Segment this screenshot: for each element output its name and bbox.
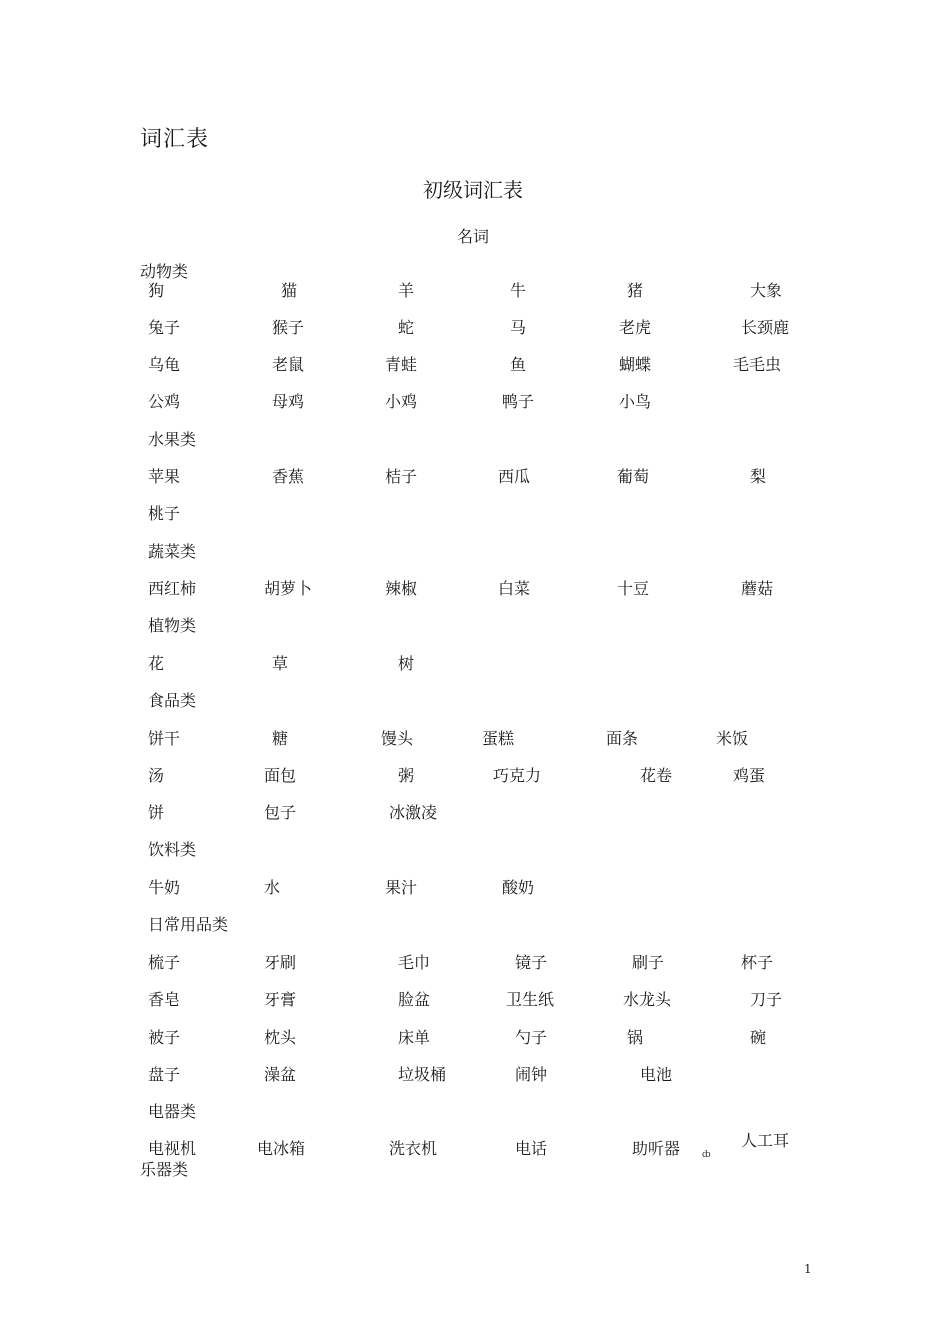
word-cell: 长颈鹿 [741,318,790,337]
word-cell: 葡萄 [617,467,650,486]
word-cell: 汤 [148,766,165,785]
word-cell: 十豆 [617,579,650,598]
word-cell: 胡萝卜 [264,579,313,598]
word-cell: 澡盆 [264,1065,297,1084]
word-cell: 西红柿 [148,579,197,598]
word-cell: 母鸡 [272,392,305,411]
word-cell: 电视机 [148,1139,197,1158]
word-cell: 糖 [272,729,289,748]
word-cell: 牙刷 [264,953,297,972]
word-cell: 香皂 [148,990,181,1009]
word-cell: 鸭子 [502,392,535,411]
word-cell: 面条 [606,729,639,748]
word-cell: 牛 [510,281,527,300]
category-label-drinks: 饮料类 [148,840,197,859]
word-cell: 羊 [398,281,415,300]
word-cell: 水龙头 [623,990,672,1009]
word-cell: 馒头 [381,729,414,748]
word-cell: 饼干 [148,729,181,748]
stray-mark: ȸ [702,1150,711,1160]
word-cell: 酸奶 [502,878,535,897]
word-cell: 人工耳 [741,1131,790,1150]
word-cell: 白菜 [498,579,531,598]
word-cell: 青蛙 [385,355,418,374]
document-title: 词汇表 [140,127,210,152]
category-label-instruments: 乐器类 [140,1160,189,1179]
category-label-daily: 日常用品类 [148,915,229,934]
word-cell: 牛奶 [148,878,181,897]
word-cell: 蛇 [398,318,415,337]
category-label-food: 食品类 [148,691,197,710]
word-cell: 电话 [515,1139,548,1158]
subsection-title: 名词 [456,227,489,246]
word-cell: 毛巾 [398,953,431,972]
category-label-fruits: 水果类 [148,430,197,449]
category-label-plants: 植物类 [148,616,197,635]
word-cell: 苹果 [148,467,181,486]
word-cell: 盘子 [148,1065,181,1084]
word-cell: 猫 [281,281,298,300]
word-cell: 巧克力 [493,766,542,785]
word-cell: 猴子 [272,318,305,337]
word-cell: 闹钟 [515,1065,548,1084]
word-cell: 马 [510,318,527,337]
word-cell: 包子 [264,803,297,822]
word-cell: 鱼 [510,355,527,374]
word-cell: 蘑菇 [741,579,774,598]
word-cell: 卫生纸 [506,990,555,1009]
word-cell: 毛毛虫 [733,355,782,374]
word-cell: 电冰箱 [257,1139,306,1158]
word-cell: 勺子 [515,1028,548,1047]
word-cell: 小鸡 [385,392,418,411]
word-cell: 垃圾桶 [398,1065,447,1084]
word-cell: 鸡蛋 [733,766,766,785]
word-cell: 脸盆 [398,990,431,1009]
word-cell: 米饭 [716,729,749,748]
word-cell: 花卷 [640,766,673,785]
word-cell: 公鸡 [148,392,181,411]
word-cell: 辣椒 [385,579,418,598]
word-cell: 果汁 [385,878,418,897]
word-cell: 桔子 [385,467,418,486]
page-number: 1 [804,1262,812,1276]
word-cell: 被子 [148,1028,181,1047]
word-cell: 刷子 [632,953,665,972]
word-cell: 床单 [398,1028,431,1047]
word-cell: 水 [264,878,281,897]
word-cell: 香蕉 [272,467,305,486]
word-cell: 助听器 [632,1139,681,1158]
word-cell: 梳子 [148,953,181,972]
word-cell: 小鸟 [619,392,652,411]
word-cell: 杯子 [741,953,774,972]
word-cell: 草 [272,654,289,673]
section-title: 初级词汇表 [423,178,523,202]
category-label-appliances: 电器类 [148,1102,197,1121]
word-cell: 镜子 [515,953,548,972]
word-cell: 洗衣机 [389,1139,438,1158]
word-cell: 枕头 [264,1028,297,1047]
word-cell: 碗 [750,1028,767,1047]
word-cell: 兔子 [148,318,181,337]
word-cell: 大象 [750,281,783,300]
word-cell: 冰激凌 [389,803,438,822]
word-cell: 刀子 [750,990,783,1009]
word-cell: 梨 [750,467,767,486]
word-cell: 蝴蝶 [619,355,652,374]
word-cell: 狗 [148,281,165,300]
word-cell: 粥 [398,766,415,785]
word-cell: 蛋糕 [482,729,515,748]
word-cell: 老虎 [619,318,652,337]
category-label-animals: 动物类 [140,262,189,281]
word-cell: 花 [148,654,165,673]
word-cell: 锅 [627,1028,644,1047]
word-cell: 饼 [148,803,165,822]
word-cell: 乌龟 [148,355,181,374]
word-cell: 电池 [640,1065,673,1084]
category-label-vegetables: 蔬菜类 [148,542,197,561]
word-cell: 牙膏 [264,990,297,1009]
word-cell: 面包 [264,766,297,785]
word-cell: 老鼠 [272,355,305,374]
word-cell: 西瓜 [498,467,531,486]
word-cell: 猪 [627,281,644,300]
word-cell: 树 [398,654,415,673]
word-cell: 桃子 [148,504,181,523]
